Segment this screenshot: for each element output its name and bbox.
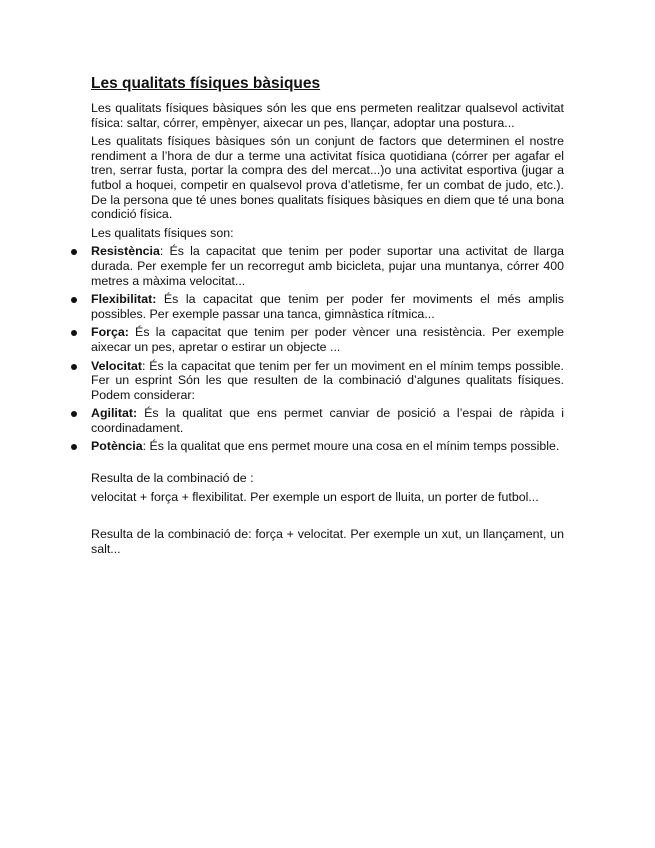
bullet-icon [71, 297, 77, 303]
quality-description: : És la capacitat que tenim per poder suportar una activitat de llarga durada. Per exemple fer un recorregut amb bicicleta, pujar una muntanya, córrer 400 metres a màxima velocitat... [91, 244, 564, 288]
bullet-icon [71, 364, 77, 370]
list-item [91, 292, 564, 321]
quality-term: Força: [91, 325, 129, 340]
list-item [91, 244, 564, 288]
quality-term: Agilitat: [91, 406, 138, 421]
combination-label: Resulta de la combinació de : [91, 471, 254, 486]
combination-text: velocitat + força + flexibilitat. Per exemple un esport de lluita, un porter de futbol... [91, 489, 539, 504]
bullet-icon [71, 330, 77, 336]
qualities-intro: Les qualitats físiques son: [91, 225, 234, 240]
quality-term: Potència [91, 439, 143, 454]
quality-description: És la qualitat que ens permet canviar de posició a l’espai de ràpida i coordinadament. [91, 406, 564, 435]
intro-paragraph: Les qualitats físiques bàsiques són les que ens permeten realitzar qualsevol activitat física: saltar, córrer, empènyer, aixecar un pes, llançar, adoptar una postura... [91, 101, 564, 130]
list-item [91, 325, 564, 354]
quality-term: Resistència [91, 244, 160, 259]
bullet-icon [71, 411, 77, 417]
combination-text-2: Resulta de la combinació de: força + velocitat. Per exemple un xut, un llançament, un salt... [91, 527, 564, 556]
bullet-icon [71, 249, 77, 255]
list-item [91, 359, 564, 403]
bullet-icon [71, 444, 77, 450]
intro-paragraph: Les qualitats físiques bàsiques són un conjunt de factors que determinen el nostre rendiment a l’hora de dur a terme una activitat física quotidiana (córrer per agafar el tren, serrar fusta, portar la compra des del mercat...)o una activitat esportiva (jugar a futbol a hoquei, competir en qualsevol prova d’atletisme, fer un combat de judo, etc.). De la persona que té unes bones qualitats físiques bàsiques en diem que té una bona condició física. [91, 134, 564, 222]
quality-description: És la capacitat que tenim per poder vèncer una resistència. Per exemple aixecar un pes, apretar o estirar un objecte ... [91, 325, 564, 354]
list-item [91, 439, 564, 454]
quality-description: És la capacitat que tenim per poder fer moviments el més amplis possibles. Per exemple passar una tanca, gimnàstica rítmica... [91, 292, 564, 321]
quality-term: Velocitat [91, 358, 142, 373]
list-item [91, 406, 564, 435]
document-body [91, 74, 564, 560]
document-title: Les qualitats físiques bàsiques [91, 75, 321, 92]
quality-term: Flexibilitat: [91, 292, 157, 307]
quality-description: : És la capacitat que tenim per fer un moviment en el mínim temps possible. Fer un esprint Són les que resulten de la combinació d’algunes qualitats físiques. Podem considerar: [91, 358, 564, 402]
spacer [91, 508, 564, 527]
spacer [91, 458, 564, 471]
qualities-list [91, 244, 564, 454]
quality-description: : És la qualitat que ens permet moure una cosa en el mínim temps possible. [142, 439, 560, 454]
